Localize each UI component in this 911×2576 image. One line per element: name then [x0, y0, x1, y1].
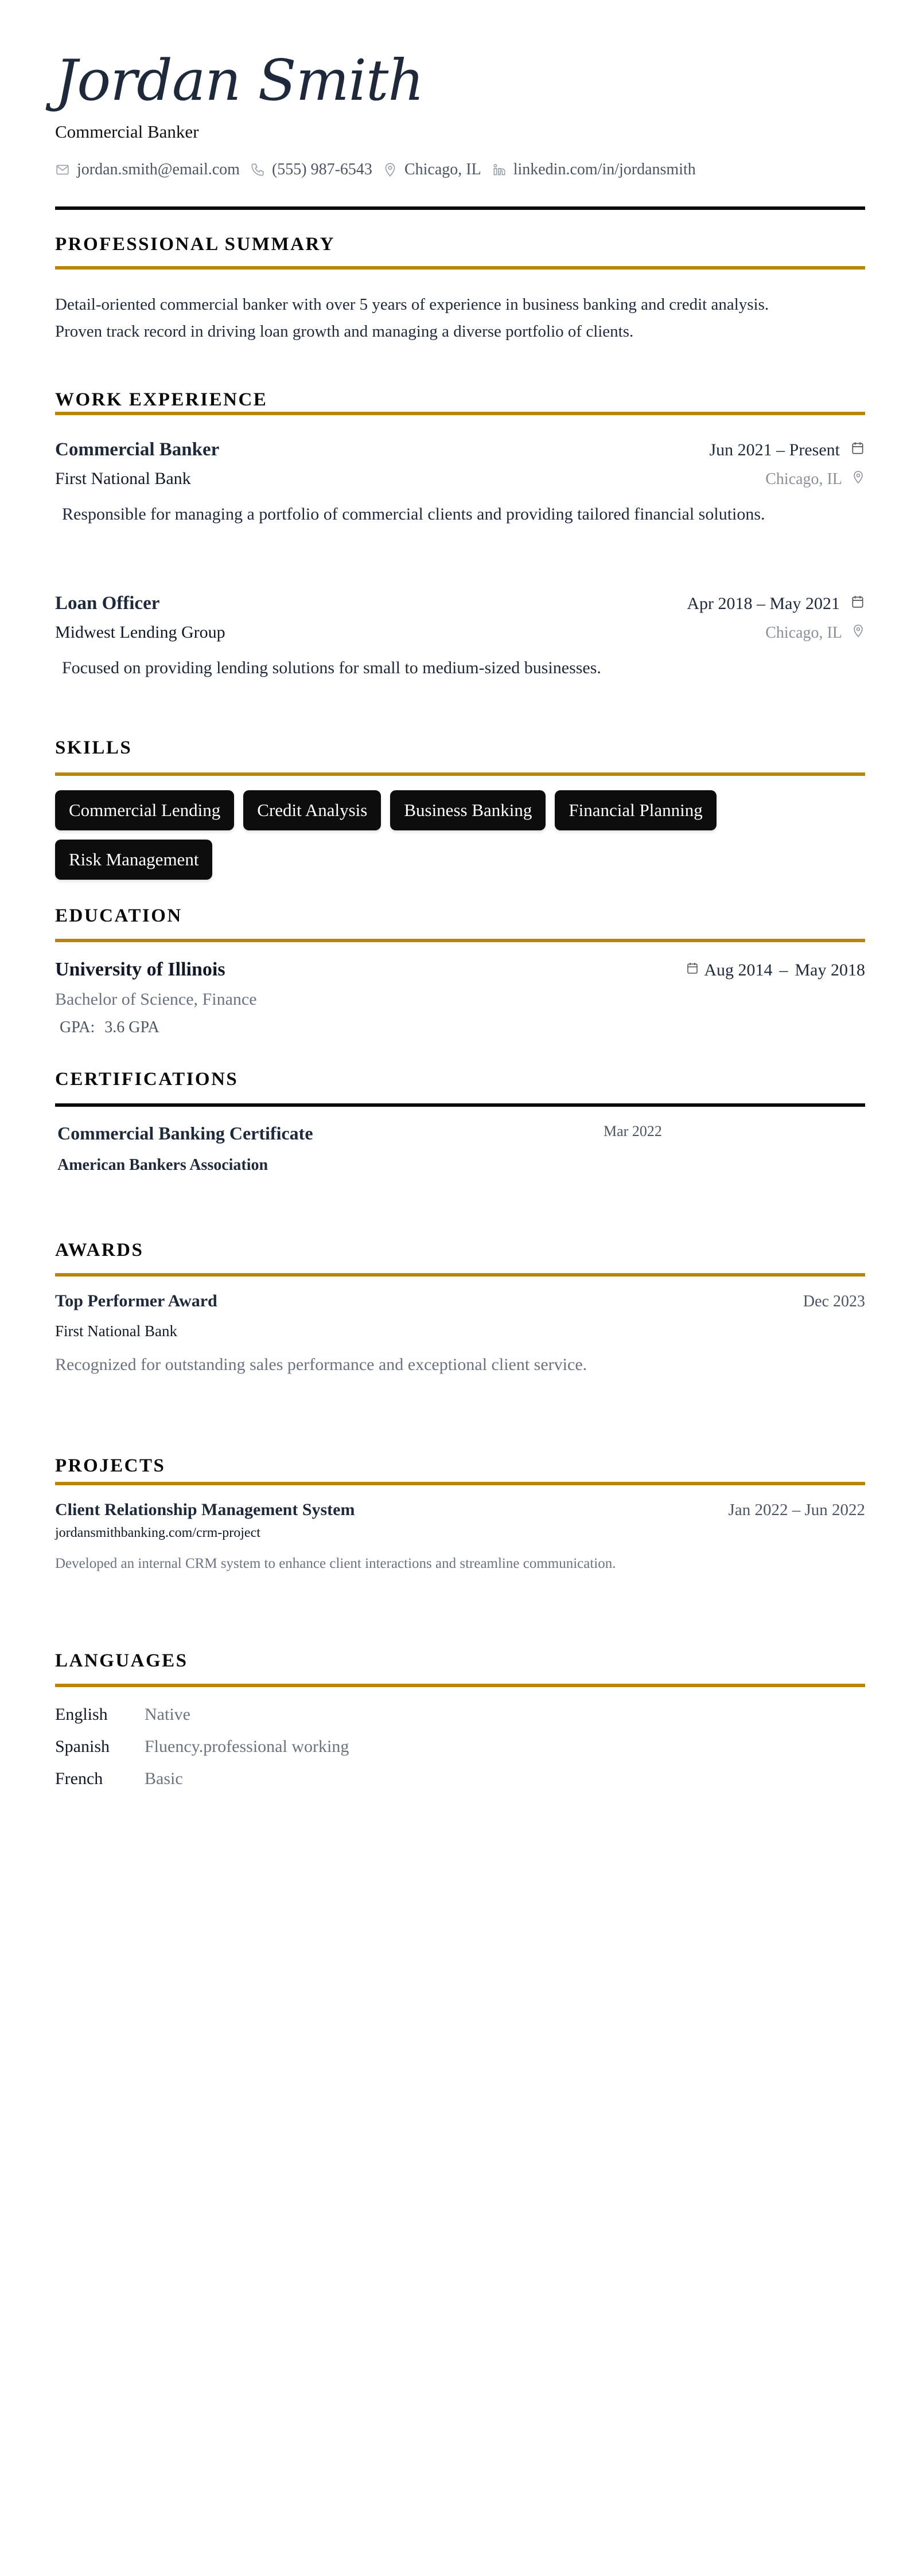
candidate-title: Commercial Banker: [55, 122, 199, 142]
section-title-skills: SKILLS: [55, 737, 133, 758]
contact-linkedin[interactable]: [492, 161, 696, 179]
language-row: [55, 1731, 865, 1763]
section-title-experience: WORK EXPERIENCE: [55, 389, 268, 410]
contact-email[interactable]: [55, 161, 240, 179]
job-location: [765, 470, 865, 489]
section-divider: [55, 412, 865, 415]
map-pin-icon: [383, 162, 398, 177]
mail-icon: [55, 162, 70, 177]
map-pin-icon: [851, 623, 865, 643]
summary-line: Detail-oriented commercial banker with over 5 years of experience in business banking and credit analysis.: [55, 295, 769, 314]
section-title-awards: AWARDS: [55, 1240, 144, 1260]
certification-name: Commercial Banking Certificate: [57, 1123, 313, 1143]
job-location-text: Chicago, IL: [765, 470, 842, 488]
skill-chip: Commercial Lending: [55, 790, 234, 830]
linkedin-icon: [492, 162, 507, 177]
summary-line: Proven track record in driving loan growth and managing a diverse portfolio of clients.: [55, 322, 634, 341]
section-title-languages: LANGUAGES: [55, 1650, 188, 1671]
calendar-icon: [686, 961, 699, 980]
phone-icon: [250, 162, 265, 177]
experience-item: [55, 439, 865, 524]
section-divider: [55, 772, 865, 776]
map-pin-icon: [851, 470, 865, 489]
email-text: jordan.smith@email.com: [77, 161, 240, 178]
certification-issuer: American Bankers Association: [57, 1156, 268, 1174]
skill-chip: Risk Management: [55, 840, 212, 880]
project-name: Client Relationship Management System: [55, 1500, 355, 1519]
school-name: University of Illinois: [55, 959, 225, 980]
job-dates-text: Apr 2018 – May 2021: [687, 594, 840, 613]
language-level: Native: [145, 1705, 190, 1724]
job-dates: [687, 594, 865, 614]
project-item: [55, 1500, 865, 1572]
degree: Bachelor of Science, Finance: [55, 990, 257, 1009]
experience-item: [55, 593, 865, 678]
skill-chip: Credit Analysis: [243, 790, 381, 830]
candidate-name: Jordan Smith: [55, 48, 424, 114]
location-text: Chicago, IL: [404, 161, 481, 178]
job-location: [765, 623, 865, 643]
project-dates: Jan 2022 – Jun 2022: [728, 1501, 865, 1519]
calendar-icon: [850, 440, 865, 460]
skill-chip: Financial Planning: [555, 790, 716, 830]
education-date-separator: –: [779, 961, 788, 979]
summary-text: [55, 291, 865, 345]
job-title: Commercial Banker: [55, 439, 220, 460]
linkedin-text: linkedin.com/in/jordansmith: [513, 161, 696, 178]
section-divider: [55, 939, 865, 942]
language-name: Spanish: [55, 1737, 110, 1756]
award-issuer: First National Bank: [55, 1322, 177, 1340]
calendar-icon: [850, 594, 865, 614]
award-item: [55, 1291, 865, 1375]
section-divider: [55, 1103, 865, 1107]
language-row: [55, 1699, 865, 1731]
job-location-text: Chicago, IL: [765, 624, 842, 642]
section-divider: [55, 1482, 865, 1485]
language-level: Basic: [145, 1769, 183, 1788]
certification-date: Mar 2022: [604, 1123, 662, 1139]
section-title-summary: PROFESSIONAL SUMMARY: [55, 234, 335, 255]
section-divider: [55, 1684, 865, 1687]
education-start: Aug 2014: [704, 961, 773, 979]
header-divider: [55, 206, 865, 210]
education-dates: [686, 961, 865, 980]
project-description: Developed an internal CRM system to enhance client interactions and streamline communication.: [55, 1556, 616, 1571]
skill-chip: Business Banking: [390, 790, 546, 830]
gpa-label: GPA:: [60, 1018, 95, 1036]
contact-location: [383, 161, 481, 179]
language-name: French: [55, 1769, 103, 1788]
section-divider: [55, 266, 865, 270]
job-title: Loan Officer: [55, 593, 160, 614]
job-company: Midwest Lending Group: [55, 623, 225, 642]
contact-row: [55, 161, 865, 179]
education-item: [55, 959, 865, 1037]
skills-list: [55, 790, 801, 880]
award-title: Top Performer Award: [55, 1291, 217, 1310]
certification-item: [57, 1123, 867, 1174]
language-name: English: [55, 1705, 108, 1724]
languages-list: [55, 1699, 865, 1795]
section-title-education: EDUCATION: [55, 905, 182, 926]
section-title-projects: PROJECTS: [55, 1455, 166, 1476]
contact-phone[interactable]: [250, 161, 372, 179]
job-dates-text: Jun 2021 – Present: [709, 440, 840, 459]
section-divider: [55, 1273, 865, 1277]
job-company: First National Bank: [55, 469, 191, 488]
language-level: Fluency.professional working: [145, 1737, 349, 1756]
section-title-certifications: CERTIFICATIONS: [55, 1069, 239, 1090]
job-description: Responsible for managing a portfolio of commercial clients and providing tailored financial solutions.: [62, 505, 765, 524]
award-date: Dec 2023: [803, 1293, 865, 1310]
phone-text: (555) 987-6543: [271, 161, 372, 178]
award-description: Recognized for outstanding sales performance and exceptional client service.: [55, 1355, 587, 1374]
gpa-value: 3.6 GPA: [104, 1018, 159, 1036]
job-description: Focused on providing lending solutions for small to medium-sized businesses.: [62, 658, 601, 677]
gpa: [55, 1018, 865, 1037]
project-url[interactable]: jordansmithbanking.com/crm-project: [55, 1525, 260, 1540]
language-row: [55, 1763, 865, 1795]
education-end: May 2018: [795, 961, 865, 979]
job-dates: [710, 440, 866, 460]
